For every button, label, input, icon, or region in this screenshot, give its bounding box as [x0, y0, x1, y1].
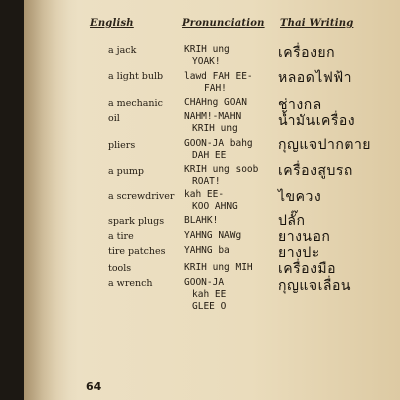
row-thai: หลอดไฟฟ้า: [278, 70, 353, 86]
row-pronunciation-line: lawd FAH EE-: [184, 71, 253, 82]
row-thai: ปลั๊ก: [278, 213, 306, 229]
row-thai: ยางปะ: [278, 245, 320, 261]
row-english: a mechanic: [108, 98, 163, 109]
row-pronunciation-line: KOO AHNG: [192, 201, 238, 212]
row-pronunciation-line: YAHNG NAWg: [184, 230, 242, 241]
row-thai: กุญแจเลื่อน: [278, 278, 351, 294]
header-pronunciation: Pronunciation: [182, 18, 265, 29]
row-pronunciation-line: FAH!: [204, 83, 227, 94]
row-pronunciation-line: GOON-JA: [184, 277, 225, 288]
row-pronunciation-line: KRIH ung: [184, 44, 230, 55]
row-pronunciation-line: BLAHK!: [184, 215, 219, 226]
row-pronunciation-line: NAHM!-MAHN: [184, 111, 242, 122]
row-pronunciation-line: kah EE: [192, 289, 227, 300]
row-english: pliers: [108, 140, 136, 151]
row-pronunciation-line: DAH EE: [192, 150, 227, 161]
header-thai: Thai Writing: [280, 18, 354, 29]
row-thai: เครื่องยก: [278, 45, 336, 61]
row-pronunciation-line: KRIH ung MIH: [184, 262, 253, 273]
row-thai: เครื่องสูบรถ: [278, 163, 353, 179]
row-pronunciation-line: YAHNG ba: [184, 245, 230, 256]
row-pronunciation-line: GOON-JA bahg: [184, 138, 253, 149]
row-english: oil: [108, 113, 120, 124]
row-english: a screwdriver: [108, 191, 175, 202]
row-english: a jack: [108, 45, 137, 56]
row-pronunciation-line: ROAT!: [192, 176, 221, 187]
row-english: a tire: [108, 231, 134, 242]
row-english: tools: [108, 263, 132, 274]
row-english: tire patches: [108, 246, 166, 257]
row-english: spark plugs: [108, 216, 165, 227]
row-english: a wrench: [108, 278, 153, 289]
header-english: English: [90, 18, 134, 29]
page-number: 64: [86, 380, 102, 393]
row-pronunciation-line: kah EE-: [184, 189, 225, 200]
row-thai: ช่างกล: [278, 97, 322, 113]
row-pronunciation-line: YOAK!: [192, 56, 221, 67]
row-thai: เครื่องมือ: [278, 261, 337, 277]
row-pronunciation-line: KRIH ung: [192, 123, 238, 134]
row-pronunciation-line: KRIH ung soob: [184, 164, 259, 175]
row-english: a light bulb: [108, 71, 164, 82]
row-english: a pump: [108, 166, 144, 177]
page-binding-shadow: [24, 0, 78, 400]
row-pronunciation-line: CHAHng GOAN: [184, 97, 247, 108]
row-thai: ยางนอก: [278, 229, 331, 245]
row-thai: น้ำมันเครื่อง: [278, 113, 356, 129]
row-thai: ไขควง: [278, 189, 322, 205]
row-thai: กุญแจปากตาย: [278, 137, 372, 153]
row-pronunciation-line: GLEE O: [192, 301, 227, 312]
